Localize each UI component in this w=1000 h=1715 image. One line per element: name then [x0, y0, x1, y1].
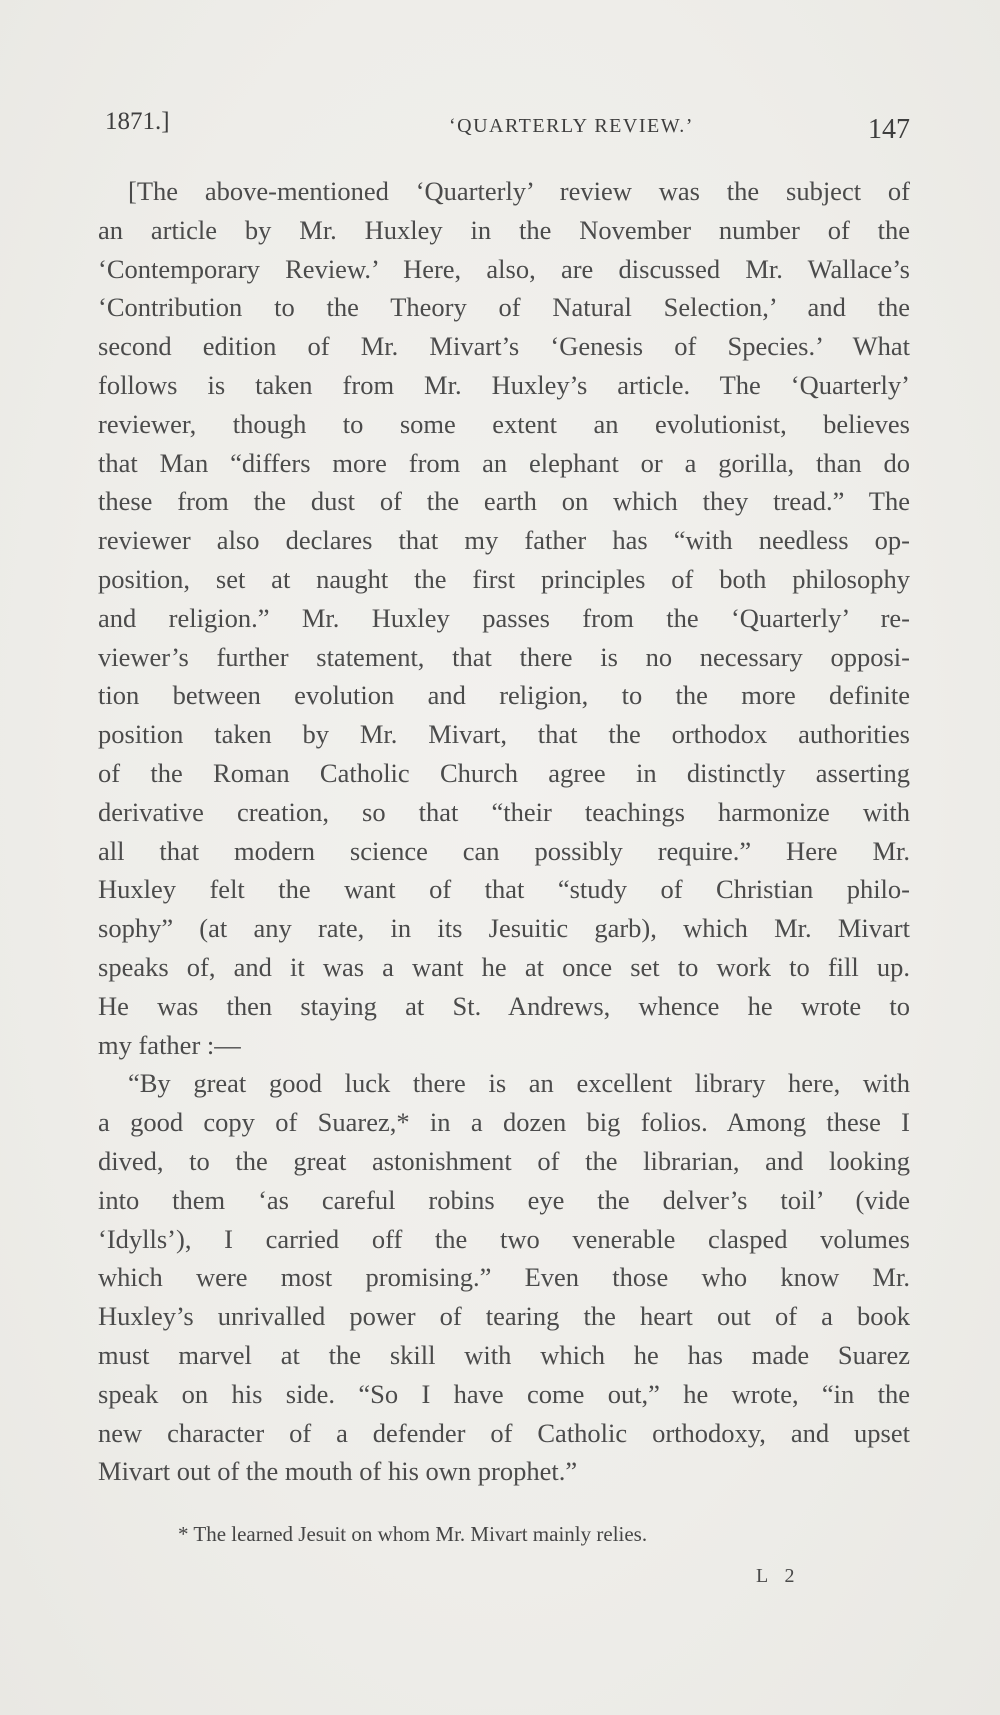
text-line: and religion.” Mr. Huxley passes from the ‘Quarterly’ re-	[98, 602, 910, 633]
text-line: “By great good luck there is an excellent library here, with	[128, 1068, 910, 1099]
body-text	[98, 172, 910, 1491]
text-line: which were most promising.” Even those who know Mr.	[98, 1262, 910, 1293]
text-line: of the Roman Catholic Church agree in distinctly asserting	[98, 757, 910, 788]
text-line: that Man “differs more from an elephant or a gorilla, than do	[98, 447, 910, 478]
footnote: * The learned Jesuit on whom Mr. Mivart mainly relies.	[178, 1522, 648, 1546]
text-line: Mivart out of the mouth of his own prophet.”	[98, 1456, 578, 1487]
text-line: sophy” (at any rate, in its Jesuitic garb), which Mr. Mivart	[98, 913, 910, 944]
text-line: derivative creation, so that “their teachings harmonize with	[98, 796, 910, 827]
text-line: position taken by Mr. Mivart, that the orthodox authorities	[98, 719, 910, 750]
text-line: tion between evolution and religion, to the more definite	[98, 680, 910, 711]
text-line: all that modern science can possibly require.” Here Mr.	[98, 835, 910, 866]
text-line: position, set at naught the first principles of both philosophy	[98, 563, 910, 594]
header-title: ‘QUARTERLY REVIEW.’	[449, 115, 694, 137]
text-line: these from the dust of the earth on which they tread.” The	[98, 486, 910, 517]
text-line: ‘Contribution to the Theory of Natural Selection,’ and the	[98, 292, 910, 323]
text-line: reviewer, though to some extent an evolutionist, believes	[98, 408, 910, 439]
text-line: [The above-mentioned ‘Quarterly’ review was the subject of	[128, 176, 910, 206]
text-line: He was then staying at St. Andrews, whence he wrote to	[98, 990, 910, 1021]
text-line: an article by Mr. Huxley in the November number of the	[98, 214, 910, 245]
header-date: 1871.]	[105, 108, 170, 135]
text-line: dived, to the great astonishment of the librarian, and looking	[98, 1145, 910, 1176]
text-line: a good copy of Suarez,* in a dozen big folios. Among these I	[98, 1107, 910, 1138]
text-line: ‘Idylls’), I carried off the two venerable clasped volumes	[98, 1223, 910, 1254]
text-line: speaks of, and it was a want he at once set to work to fill up.	[98, 951, 910, 982]
text-line: speak on his side. “So I have come out,” he wrote, “in the	[98, 1378, 910, 1409]
text-line: viewer’s further statement, that there is no necessary opposi-	[98, 641, 910, 672]
text-line: new character of a defender of Catholic orthodoxy, and upset	[98, 1417, 910, 1448]
text-line: reviewer also declares that my father has “with needless op-	[98, 525, 910, 556]
text-line: second edition of Mr. Mivart’s ‘Genesis of Species.’ What	[98, 331, 910, 362]
text-line: follows is taken from Mr. Huxley’s article. The ‘Quarterly’	[98, 369, 910, 400]
text-line: Huxley’s unrivalled power of tearing the heart out of a book	[98, 1301, 910, 1332]
text-line: ‘Contemporary Review.’ Here, also, are discussed Mr. Wallace’s	[98, 253, 910, 284]
page-number: 147	[868, 114, 910, 145]
text-line: into them ‘as careful robins eye the delver’s toil’ (vide	[98, 1184, 910, 1215]
text-line: my father :—	[98, 1029, 241, 1060]
text-line: must marvel at the skill with which he has made Suarez	[98, 1339, 910, 1370]
text-line: Huxley felt the want of that “study of Christian philo-	[98, 874, 910, 905]
signature-mark: L 2	[756, 1565, 801, 1587]
running-head	[105, 108, 910, 148]
